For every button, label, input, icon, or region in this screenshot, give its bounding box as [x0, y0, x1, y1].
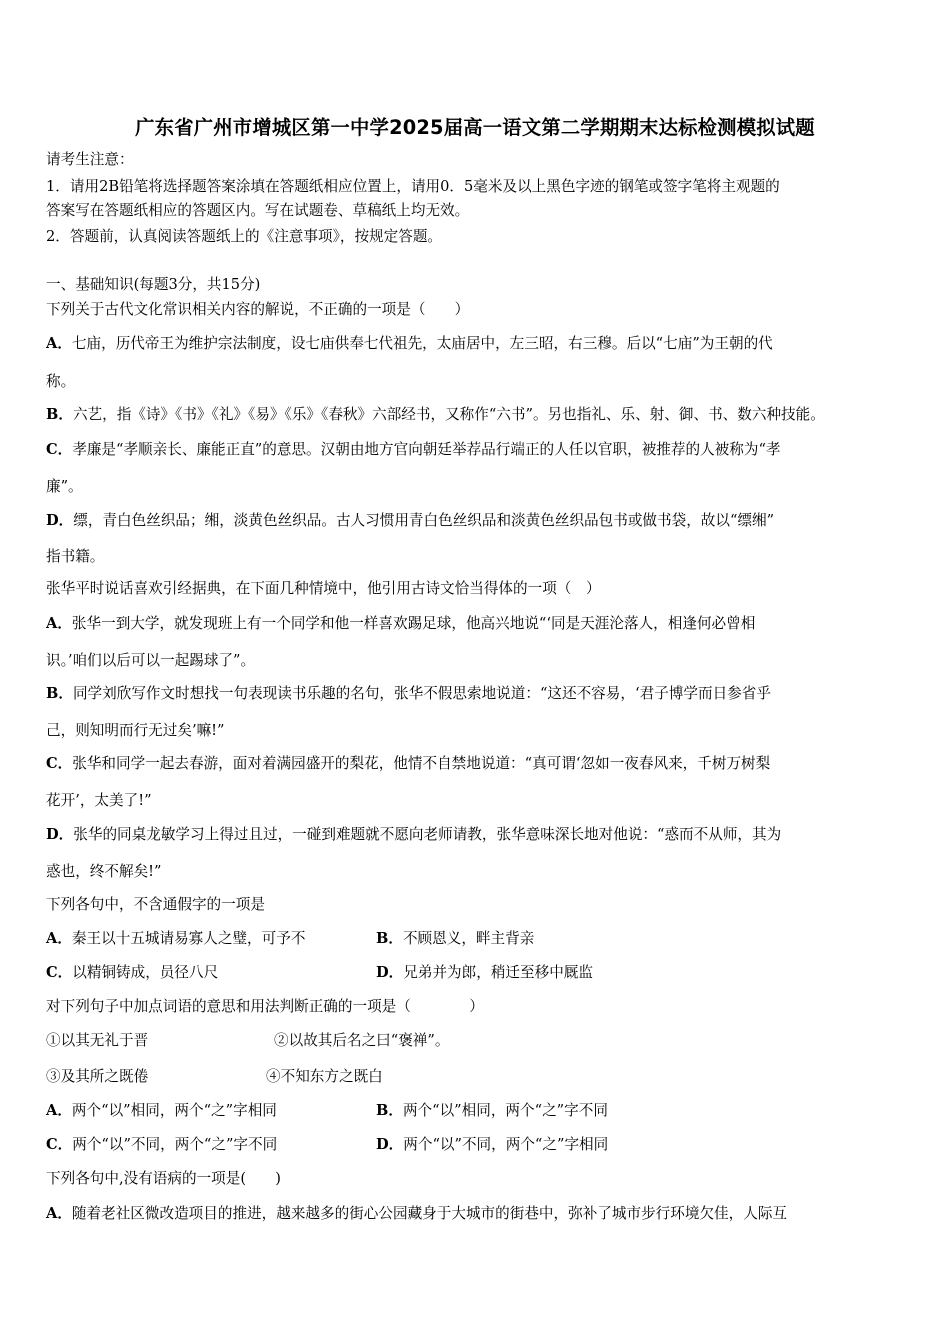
q2-option-b [46, 684, 771, 704]
q1-option-d-text: 缥，青白色丝织品；缃，淡黄色丝织品。古人习惯用青白色丝织品和淡黄色丝织品包书或做书袋，故以“缥缃” [73, 512, 775, 529]
q4-option-c [46, 1135, 277, 1155]
q1-option-c [46, 440, 781, 460]
q4-option-c-text: 两个“以”不同，两个“之”字不同 [72, 1136, 278, 1153]
q3-option-b-text: 不顾恩义，畔主背亲 [402, 930, 535, 947]
q5-option-a-text: 随着老社区微改造项目的推进，越来越多的街心公园藏身于大城市的街巷中，弥补了城市步行环境欠佳，人际互 [71, 1205, 788, 1222]
q2-option-c-text: 张华和同学一起去春游，面对着满园盛开的梨花，他情不自禁地说道：“真可谓‘忽如一夜春风来，千树万树梨 [72, 755, 771, 772]
q2-option-a [46, 614, 755, 634]
q2-option-b-line-2: 己，则知明而行无过矣’嘛!” [46, 722, 225, 739]
q3-option-c [46, 963, 218, 983]
q2-option-a-line-2: 识。’咱们以后可以一起踢球了”。 [46, 652, 256, 669]
notice-item-1-line-2: 答案写在答题纸相应的答题区内。写在试题卷、草稿纸上均无效。 [46, 202, 470, 219]
q5-stem: 下列各句中,没有语病的一项是( ) [46, 1170, 281, 1187]
q4-option-a-text: 两个“以”相同，两个“之”字相同 [71, 1102, 277, 1119]
q2-option-c [46, 754, 770, 774]
q4-option-a [46, 1101, 277, 1121]
q2-option-d-label: D． [46, 826, 74, 843]
q1-stem: 下列关于古代文化常识相关内容的解说，不正确的一项是（ ） [46, 301, 470, 318]
q4-option-b-text: 两个“以”相同，两个“之”字不同 [402, 1102, 608, 1119]
q5-option-a [46, 1204, 787, 1224]
q1-option-a-label: A． [46, 335, 72, 352]
q1-option-a-line-2: 称。 [46, 373, 76, 390]
notice-item-2: 2．答题前，认真阅读答题纸上的《注意事项》，按规定答题。 [46, 228, 443, 245]
q4-sentence-1: ①以其无礼于晋 [46, 1032, 149, 1049]
q1-option-b-label: B． [46, 406, 73, 423]
q1-option-a [46, 334, 773, 354]
q4-option-b [376, 1101, 608, 1121]
q4-sentence-3: ③及其所之既倦 [46, 1068, 149, 1085]
q3-option-b [376, 929, 534, 949]
q3-option-d [376, 963, 593, 983]
q2-option-d-text: 张华的同桌龙敏学习上得过且过，一碰到难题就不愿向老师请教，张华意味深长地对他说：“惑而不从师，其为 [73, 826, 782, 843]
q2-option-b-text: 同学刘欣写作文时想找一句表现读书乐趣的名句，张华不假思索地说道：“这还不容易，‘君子博学而日参省乎 [72, 685, 771, 702]
q3-option-a-label: A． [46, 930, 72, 947]
q2-option-c-line-2: 花开’，太美了!” [46, 792, 152, 809]
q2-option-a-label: A． [46, 615, 72, 632]
q2-option-c-label: C． [46, 755, 73, 772]
q4-option-d-text: 两个“以”不同，两个“之”字相同 [403, 1136, 609, 1153]
q3-option-d-label: D． [376, 964, 404, 981]
section-1-heading: 一、基础知识(每题3分，共15分) [46, 276, 261, 293]
notice-item-1-line-1: 1．请用2B铅笔将选择题答案涂填在答题纸相应位置上，请用0．5毫米及以上黑色字迹的钢笔或签字笔将主观题的 [46, 178, 780, 195]
q4-sentence-2: ②以故其后名之曰“褒禅”。 [274, 1032, 450, 1049]
q1-option-a-text: 七庙，历代帝王为维护宗法制度，设七庙供奉七代祖先，太庙居中，左三昭，右三穆。后以“七庙”为王朝的代 [71, 335, 773, 352]
q2-option-a-text: 张华一到大学，就发现班上有一个同学和他一样喜欢踢足球，他高兴地说“‘同是天涯沦落人，相逢何必曾相 [71, 615, 756, 632]
q2-stem: 张华平时说话喜欢引经据典，在下面几种情境中，他引用古诗文恰当得体的一项（ ） [46, 580, 601, 597]
q4-option-d [376, 1135, 608, 1155]
q4-option-d-label: D． [376, 1136, 404, 1153]
q3-stem: 下列各句中，不含通假字的一项是 [46, 896, 265, 913]
q2-option-d-line-2: 惑也，终不解矣!” [46, 863, 162, 880]
q3-option-d-text: 兄弟并为郎，稍迁至移中厩监 [403, 964, 593, 981]
q3-option-c-text: 以精铜铸成，员径八尺 [72, 964, 219, 981]
q1-option-d-line-2: 指书籍。 [46, 548, 105, 565]
q1-option-d [46, 511, 774, 531]
q3-option-c-label: C． [46, 964, 73, 981]
q3-option-a-text: 秦王以十五城请易寡人之璧，可予不 [71, 930, 306, 947]
q4-option-a-label: A． [46, 1102, 72, 1119]
q2-option-b-label: B． [46, 685, 73, 702]
q1-option-c-line-2: 廉”。 [46, 478, 83, 495]
q3-option-b-label: B． [376, 930, 403, 947]
q1-option-c-text: 孝廉是“孝顺亲长、廉能正直”的意思。汉朝由地方官向朝廷举荐品行端正的人任以官职，被推荐的人被称为“孝 [72, 441, 781, 458]
q5-option-a-label: A． [46, 1205, 72, 1222]
notice-heading: 请考生注意： [46, 151, 134, 168]
q1-option-b [46, 405, 825, 425]
q3-option-a [46, 929, 305, 949]
q4-option-c-label: C． [46, 1136, 73, 1153]
q1-option-c-label: C． [46, 441, 73, 458]
q4-stem: 对下列句子中加点词语的意思和用法判断正确的一项是（ ） [46, 998, 484, 1015]
q1-option-d-label: D． [46, 512, 74, 529]
q2-option-d [46, 825, 781, 845]
q4-sentence-4: ④不知东方之既白 [266, 1068, 383, 1085]
q1-option-b-text: 六艺，指《诗》《书》《礼》《易》《乐》《春秋》六部经书，又称作“六书”。另也指礼、乐、射、御、书、数六种技能。 [72, 406, 825, 423]
q4-option-b-label: B． [376, 1102, 403, 1119]
page-title: 广东省广州市增城区第一中学2025届高一语文第二学期期末达标检测模拟试题 [135, 116, 815, 139]
